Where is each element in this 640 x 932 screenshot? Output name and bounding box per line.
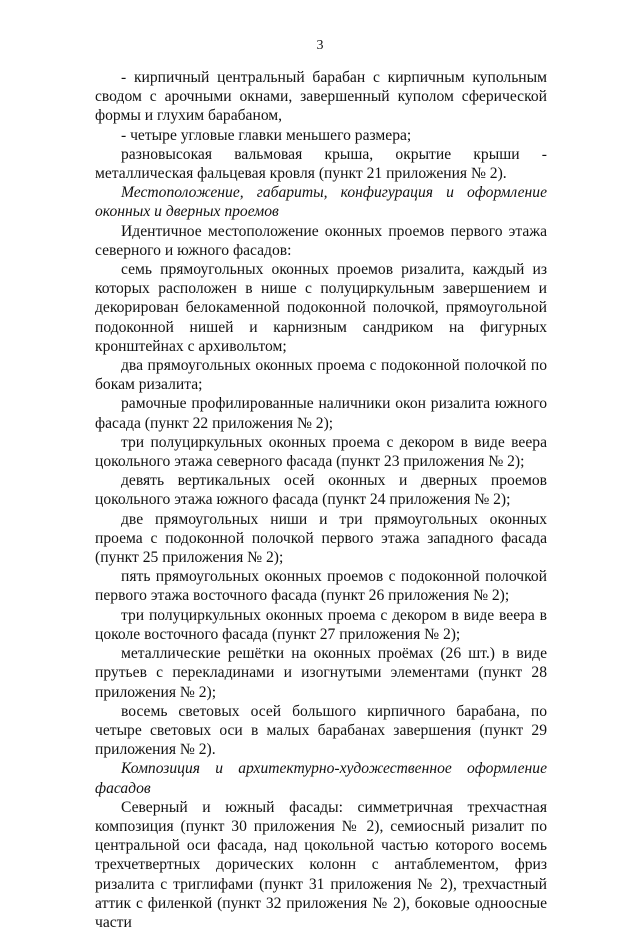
paragraph: рамочные профилированные наличники окон ризалита южного фасада (пункт 22 приложения № 2); xyxy=(95,395,547,432)
paragraph: - кирпичный центральный барабан с кирпичным купольным сводом с арочными окнами, завершенный куполом сферической формы и глухим барабаном, xyxy=(95,69,547,125)
paragraph: девять вертикальных осей оконных и дверных проемов цокольного этажа южного фасада (пункт 24 приложения № 2); xyxy=(95,472,547,509)
paragraph: три полуциркульных оконных проема с декором в виде веера в цоколе восточного фасада (пункт 27 приложения № 2); xyxy=(95,606,547,643)
paragraph: три полуциркульных оконных проема с декором в виде веера цокольного этажа северного фасада (пункт 23 приложения № 2); xyxy=(95,433,547,471)
paragraph: разновысокая вальмовая крыша, окрытие крыши - металлическая фальцевая кровля (пункт 21 приложения № 2). xyxy=(95,145,547,183)
paragraph: пять прямоугольных оконных проемов с подоконной полочкой первого этажа восточного фасада (пункт 26 приложения № 2); xyxy=(95,568,547,605)
paragraph: Северный и южный фасады: симметричная трехчастная композиция (пункт 30 приложения № 2), семиосный ризалит по центральной оси фасада, над цокольной частью которого восемь трехчетвертных дорических колонн с антаблементом, фриз ризалита с триглифами (пункт 31 приложения № 2), трехчастный аттик с филенкой (пункт 32 приложения № 2), боковые одноосные части xyxy=(95,798,547,931)
paragraph: восемь световых осей большого кирпичного барабана, по четыре световых оси в малых барабанах завершения (пункт 29 приложения № 2). xyxy=(95,702,547,759)
paragraph: - четыре угловые главки меньшего размера; xyxy=(121,126,412,144)
section-heading: Местоположение, габариты, конфигурация и оформление оконных и дверных проемов xyxy=(95,184,547,221)
paragraph: семь прямоугольных оконных проемов ризалита, каждый из которых расположен в нише с полуциркульным завершением и декорирован белокаменной подоконной полочкой, прямоугольной подоконной нишей и карнизным сандриком на фигурных кронштейнах с архивольтом; xyxy=(95,261,547,355)
page-number: 3 xyxy=(316,38,324,53)
paragraph: два прямоугольных оконных проема с подоконной полочкой по бокам ризалита; xyxy=(95,357,547,394)
paragraph: две прямоугольных ниши и три прямоугольных оконных проема с подоконной полочкой первого этажа западного фасада (пункт 25 приложения № 2); xyxy=(95,510,547,567)
section-heading: Композиция и архитектурно-художественное оформление фасадов xyxy=(95,760,547,797)
paragraph: Идентичное местоположение оконных проемов первого этажа северного и южного фасадов: xyxy=(95,222,547,259)
paragraph: металлические решётки на оконных проёмах (26 шт.) в виде прутьев с перекладинами и изогнутыми элементами (пункт 28 приложения № 2); xyxy=(95,645,547,701)
document-body xyxy=(95,68,547,932)
